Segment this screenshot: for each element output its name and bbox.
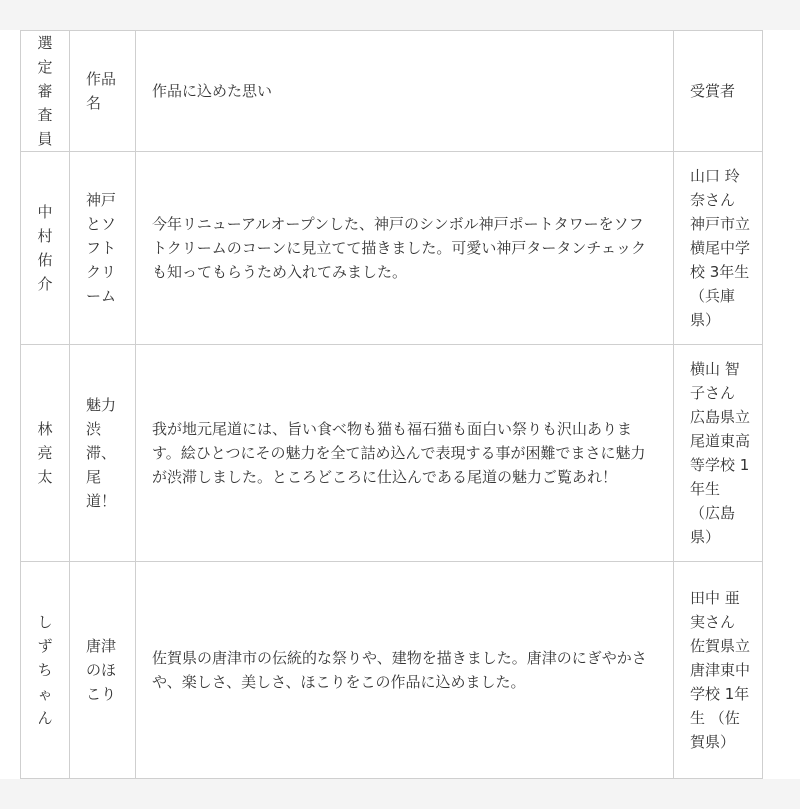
- page-content: [0, 30, 800, 779]
- table-row: [21, 345, 763, 562]
- thought-cell: 佐賀県の唐津市の伝統的な祭りや、建物を描きました。唐津のにぎやかさや、楽しさ、美しさ、ほこりをこの作品に込めました。: [136, 562, 674, 779]
- header-judge: 選定審査員: [21, 31, 70, 152]
- header-title: 作品名: [70, 31, 136, 152]
- title-cell: 魅力渋滞、尾道！: [70, 345, 136, 562]
- judge-cell: 林亮太: [21, 345, 70, 562]
- thought-cell: 今年リニューアルオープンした、神戸のシンボル神戸ポートタワーをソフトクリームのコーンに見立てて描きました。可愛い神戸タータンチェックも知ってもらうため入れてみました。: [136, 152, 674, 345]
- judge-cell: 中村佑介: [21, 152, 70, 345]
- thought-cell: 我が地元尾道には、旨い食べ物も猫も福石猫も面白い祭りも沢山あります。絵ひとつにその魅力を全て詰め込んで表現する事が困難でまさに魅力が渋滞しました。ところどころに仕込んである尾道の魅力ご覧あれ！: [136, 345, 674, 562]
- title-cell: 神戸とソフトクリーム: [70, 152, 136, 345]
- winner-cell: 横山 智子さん 広島県立尾道東高等学校 1年生 （広島県）: [674, 345, 763, 562]
- winner-cell: 田中 亜実さん 佐賀県立唐津東中学校 1年生 （佐賀県）: [674, 562, 763, 779]
- table-header-row: [21, 31, 763, 152]
- judge-cell: しずちゃん: [21, 562, 70, 779]
- header-winner: 受賞者: [674, 31, 763, 152]
- table-row: [21, 152, 763, 345]
- table-row: [21, 562, 763, 779]
- header-thought: 作品に込めた思い: [136, 31, 674, 152]
- winner-cell: 山口 玲奈さん 神戸市立横尾中学校 3年生 （兵庫県）: [674, 152, 763, 345]
- title-cell: 唐津のほこり: [70, 562, 136, 779]
- award-table: [20, 30, 763, 779]
